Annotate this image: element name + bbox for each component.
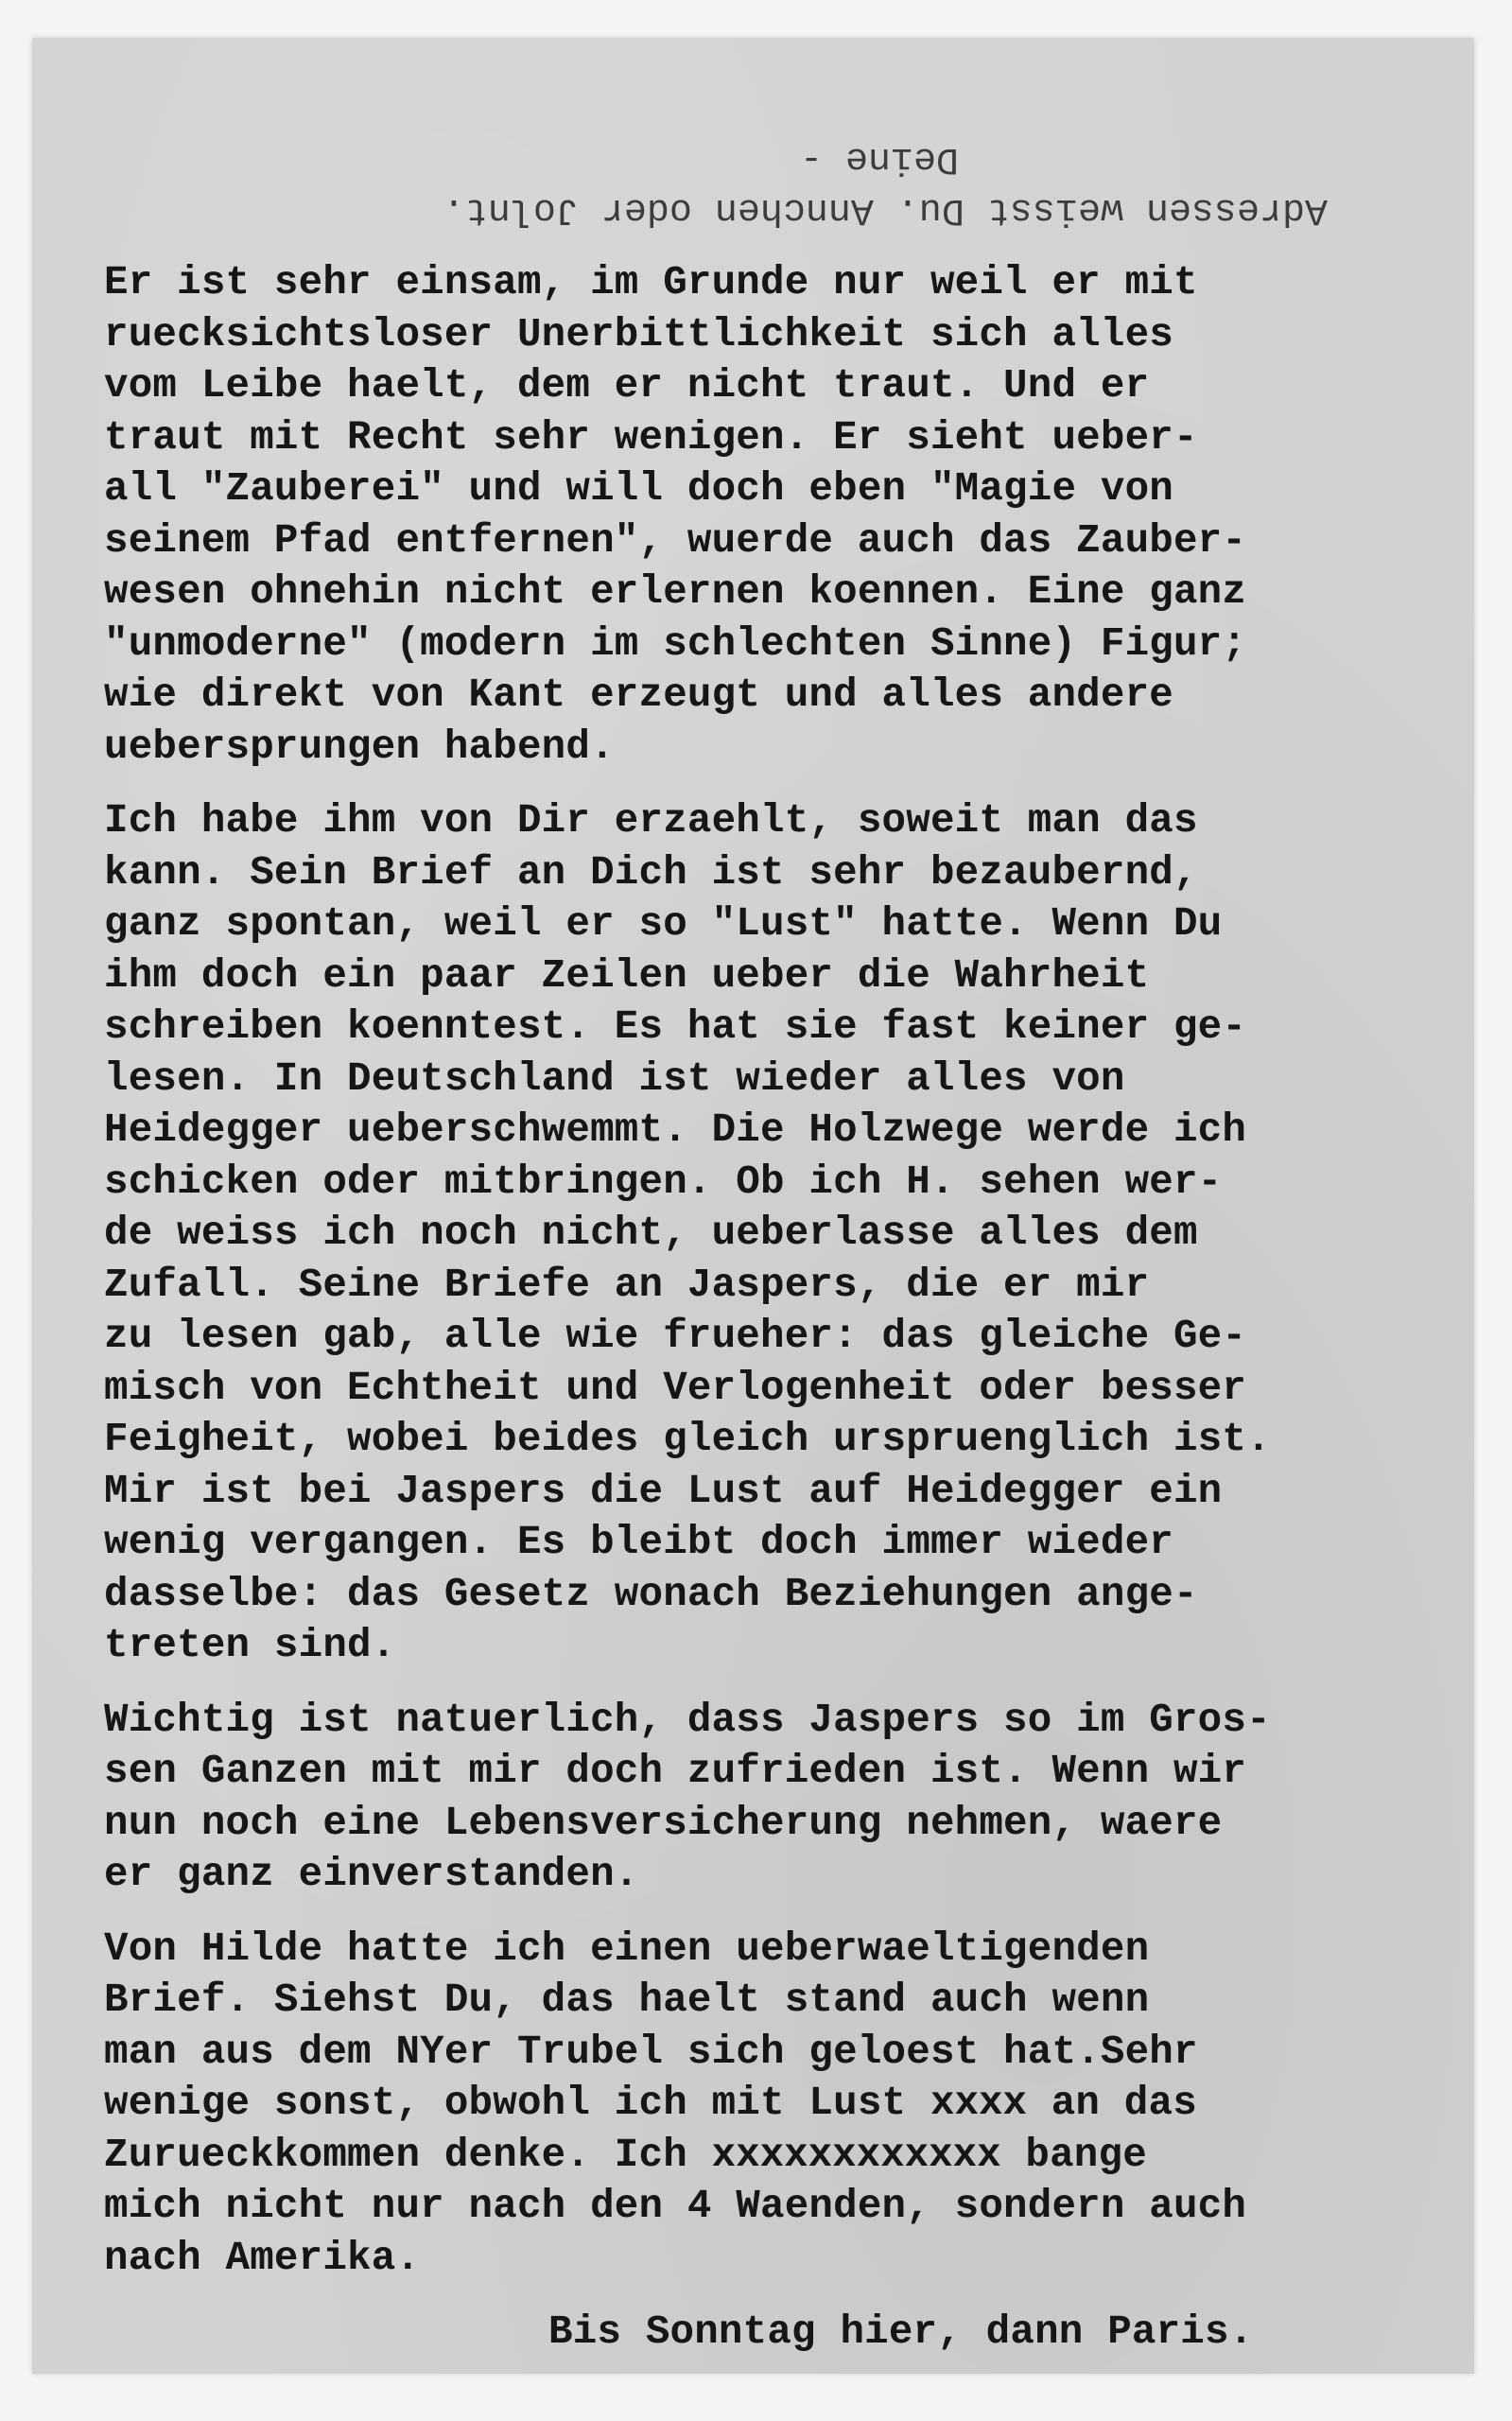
paragraph [104,795,1447,1672]
paragraph [104,1695,1447,1901]
text-line: ihm doch ein paar Zeilen ueber die Wahrheit [104,952,1150,999]
text-line: Mir ist bei Jaspers die Lust auf Heidegger ein [104,1468,1223,1514]
text-line: wie direkt von Kant erzeugt und alles andere [104,672,1173,718]
text-line: sen Ganzen mit mir doch zufrieden ist. Wenn wir [104,1749,1247,1794]
text-line: "unmoderne" (modern im schlechten Sinne) Figur; [104,620,1247,667]
text-line: schreiben koenntest. Es hat sie fast keiner ge- [104,1004,1247,1050]
text-line: dasselbe: das Gesetz wonach Beziehungen ange- [104,1571,1198,1617]
letter-page [32,38,1474,2374]
mirrored-header-line: Deine - [799,137,959,180]
text-line: Er ist sehr einsam, im Grunde nur weil er mit [104,260,1198,305]
text-line: Wichtig ist natuerlich, dass Jaspers so im Gros- [104,1697,1271,1743]
text-line: lesen. In Deutschland ist wieder alles von [104,1055,1125,1102]
text-line: de weiss ich noch nicht, ueberlasse alles dem [104,1210,1198,1256]
text-line: wenig vergangen. Es bleibt doch immer wieder [104,1520,1173,1565]
closing-line: Bis Sonntag hier, dann Paris. [548,2309,1254,2355]
text-line [104,2078,1447,2130]
text-line: Feigheit, wobei beides gleich urspruenglich ist. [104,1417,1271,1462]
text-line: schicken oder mitbringen. Ob ich H. sehen wer- [104,1158,1223,1205]
text-line: treten sind. [104,1623,396,1668]
text-segment: Zurueckkommen denke. Ich [104,2132,712,2178]
text-line: misch von Echtheit und Verlogenheit oder besser [104,1365,1247,1411]
text-line: uebersprungen habend. [104,723,615,770]
text-line: mich nicht nur nach den 4 Waenden, sondern auch [104,2184,1247,2229]
text-line: ruecksichtsloser Unerbittlichkeit sich alles [104,311,1173,357]
text-line: wesen ohnehin nicht erlernen koennen. Eine ganz [104,569,1247,615]
text-line: nach Amerika. [104,2235,421,2281]
text-line: Ich habe ihm von Dir erzaehlt, soweit man das [104,798,1198,844]
paragraph [104,1924,1447,2285]
text-line: Zufall. Seine Briefe an Jaspers, die er mir [104,1262,1150,1308]
mirrored-header [146,132,1328,235]
text-line: traut mit Recht sehr wenigen. Er sieht ueber- [104,414,1198,461]
text-line [104,2130,1447,2182]
text-line: vom Leibe haelt, dem er nicht traut. Und er [104,363,1150,409]
text-line: Von Hilde hatte ich einen ueberwaeltigenden [104,1925,1150,1972]
text-line: all "Zauberei" und will doch eben "Magie von [104,466,1173,512]
struck-out-text: xxxx [930,2081,1027,2126]
text-line: man aus dem NYer Trubel sich geloest hat.Sehr [104,2029,1198,2075]
mirrored-header-line: Adressen weisst Du. Annchen oder Jolnt. [442,188,1328,231]
text-segment: bange [1000,2132,1147,2178]
paragraph [104,257,1447,773]
text-line: er ganz einverstanden. [104,1852,639,1897]
struck-out-text: xxxxxxxxxxxx [711,2132,1001,2178]
text-line: seinem Pfad entfernen", wuerde auch das Zauber- [104,517,1247,564]
text-line: nun noch eine Lebensversicherung nehmen, waere [104,1800,1223,1846]
text-line: Brief. Siehst Du, das haelt stand auch wenn [104,1977,1150,2023]
text-line: Heidegger ueberschwemmt. Die Holzwege werde ich [104,1107,1247,1153]
text-line: kann. Sein Brief an Dich ist sehr bezaubernd, [104,849,1198,896]
text-line: zu lesen gab, alle wie frueher: das gleiche Ge- [104,1314,1247,1359]
letter-body [104,257,1447,2359]
text-line: ganz spontan, weil er so "Lust" hatte. Wenn Du [104,901,1223,947]
text-segment: an das [1026,2081,1197,2126]
text-segment: wenige sonst, obwohl ich mit Lust [104,2081,930,2126]
